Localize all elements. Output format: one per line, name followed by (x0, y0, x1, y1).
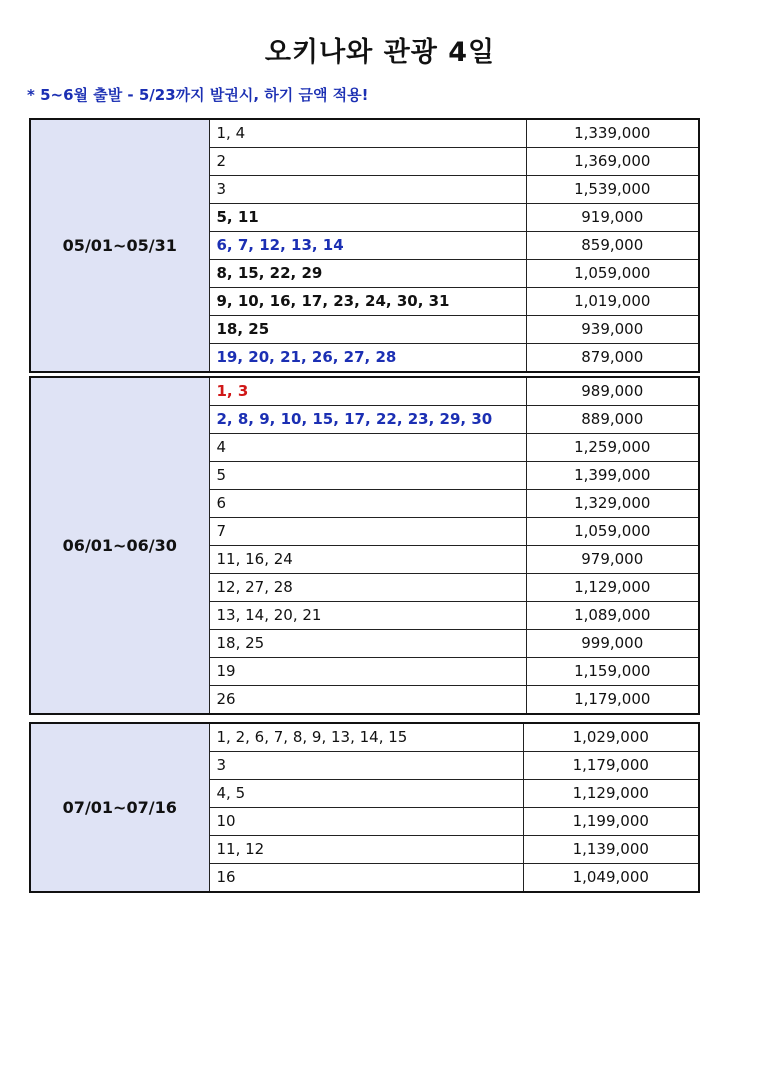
departure-days-cell: 4, 5 (209, 780, 523, 808)
departure-days-cell: 16 (209, 864, 523, 893)
price-table-may (29, 118, 700, 373)
price-cell: 979,000 (526, 546, 699, 574)
departure-days-cell: 11, 16, 24 (209, 546, 526, 574)
price-cell: 1,399,000 (526, 462, 699, 490)
price-cell: 1,029,000 (523, 723, 699, 752)
price-cell: 999,000 (526, 630, 699, 658)
departure-days-cell: 19 (209, 658, 526, 686)
departure-days-cell: 3 (209, 752, 523, 780)
price-cell: 1,159,000 (526, 658, 699, 686)
price-cell: 1,059,000 (526, 518, 699, 546)
price-cell: 1,179,000 (523, 752, 699, 780)
price-cell: 1,539,000 (526, 176, 699, 204)
booking-note: * 5~6월 출발 - 5/23까지 발권시, 하기 금액 적용! (27, 86, 369, 104)
departure-days-cell: 18, 25 (209, 316, 526, 344)
departure-days-cell: 1, 2, 6, 7, 8, 9, 13, 14, 15 (209, 723, 523, 752)
departure-days-cell: 11, 12 (209, 836, 523, 864)
page-title: 오키나와 관광 4일 (264, 37, 496, 68)
departure-days-cell: 26 (209, 686, 526, 715)
departure-days-cell: 12, 27, 28 (209, 574, 526, 602)
price-table-july (29, 722, 700, 893)
period-label: 06/01~06/30 (30, 377, 209, 714)
price-cell: 859,000 (526, 232, 699, 260)
departure-days-cell: 2, 8, 9, 10, 15, 17, 22, 23, 29, 30 (209, 406, 526, 434)
price-cell: 1,259,000 (526, 434, 699, 462)
price-cell: 1,369,000 (526, 148, 699, 176)
price-cell: 1,179,000 (526, 686, 699, 715)
departure-days-cell: 3 (209, 176, 526, 204)
departure-days-cell: 4 (209, 434, 526, 462)
price-cell: 1,139,000 (523, 836, 699, 864)
price-cell: 1,049,000 (523, 864, 699, 893)
departure-days-cell: 5 (209, 462, 526, 490)
period-label: 07/01~07/16 (30, 723, 209, 892)
price-cell: 1,129,000 (526, 574, 699, 602)
price-cell: 879,000 (526, 344, 699, 373)
departure-days-cell: 6, 7, 12, 13, 14 (209, 232, 526, 260)
departure-days-cell: 13, 14, 20, 21 (209, 602, 526, 630)
departure-days-cell: 9, 10, 16, 17, 23, 24, 30, 31 (209, 288, 526, 316)
price-cell: 989,000 (526, 377, 699, 406)
departure-days-cell: 5, 11 (209, 204, 526, 232)
departure-days-cell: 2 (209, 148, 526, 176)
price-cell: 1,129,000 (523, 780, 699, 808)
price-cell: 1,019,000 (526, 288, 699, 316)
price-cell: 919,000 (526, 204, 699, 232)
table-row (30, 723, 699, 752)
price-cell: 1,199,000 (523, 808, 699, 836)
price-cell: 939,000 (526, 316, 699, 344)
departure-days-cell: 1, 4 (209, 119, 526, 148)
price-cell: 889,000 (526, 406, 699, 434)
departure-days-cell: 10 (209, 808, 523, 836)
price-table-june (29, 376, 700, 715)
departure-days-cell: 6 (209, 490, 526, 518)
departure-days-cell: 8, 15, 22, 29 (209, 260, 526, 288)
table-row (30, 119, 699, 148)
departure-days-cell: 18, 25 (209, 630, 526, 658)
price-cell: 1,059,000 (526, 260, 699, 288)
departure-days-cell: 7 (209, 518, 526, 546)
departure-days-cell: 19, 20, 21, 26, 27, 28 (209, 344, 526, 373)
price-cell: 1,339,000 (526, 119, 699, 148)
price-cell: 1,089,000 (526, 602, 699, 630)
price-cell: 1,329,000 (526, 490, 699, 518)
departure-days-cell: 1, 3 (209, 377, 526, 406)
table-row (30, 377, 699, 406)
period-label: 05/01~05/31 (30, 119, 209, 372)
